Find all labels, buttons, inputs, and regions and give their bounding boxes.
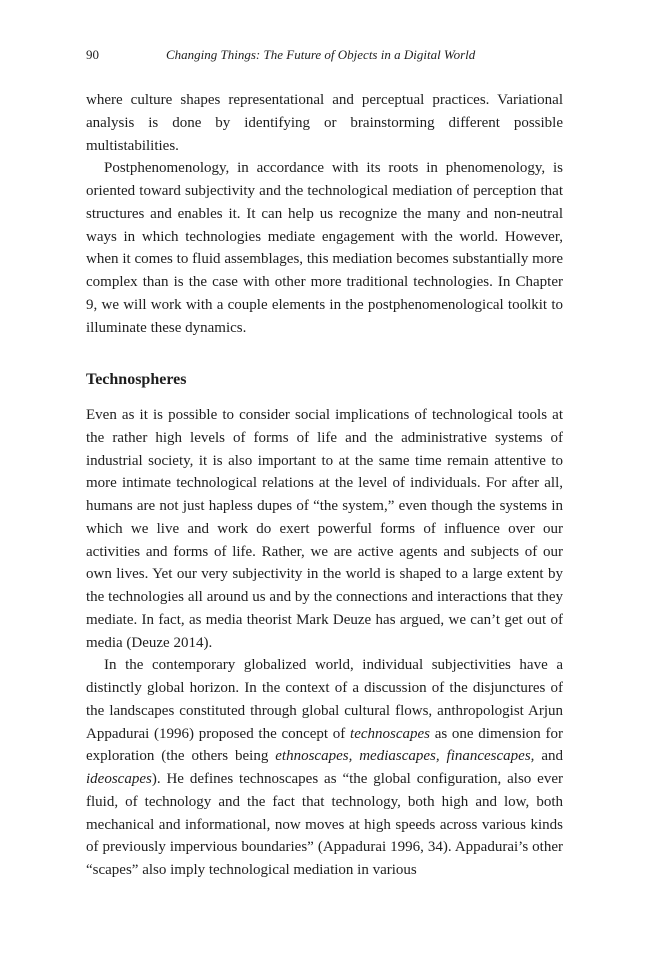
paragraph-text-run: as one dimension for exploration (the others being bbox=[86, 725, 563, 765]
body-text-lower bbox=[86, 404, 563, 882]
paragraph-text-run: ). He defines technoscapes as “the global configuration, also ever fluid, of technology and the fact that technology, both high and low, both mechanical and informational, now moves at high speeds across various kinds of previously impervious boundaries” (Appadurai 1996, 34). Appadurai’s other “scapes” also imply technological mediation in various bbox=[86, 771, 563, 878]
running-title: Changing Things: The Future of Objects in a Digital World bbox=[166, 47, 476, 62]
page-number: 90 bbox=[86, 47, 99, 62]
running-head bbox=[86, 46, 564, 64]
italic-term: technoscapes bbox=[350, 725, 431, 742]
paragraph-technoscapes bbox=[86, 654, 563, 882]
section-heading: Technospheres bbox=[86, 371, 187, 388]
paragraph-text-run: and bbox=[534, 748, 563, 765]
paragraph-text-run: In the contemporary globalized world, individual subjectivities have a distinctly global horizon. In the context of a discussion of the disjunctures of the landscapes constituted through global cultural flows, anthropologist Arjun Appadurai (1996) proposed the concept of bbox=[86, 657, 563, 742]
paragraph-postphenomenology: Postphenomenology, in accordance with its roots in phenomenology, is oriented toward subjectivity and the technological mediation of perception that structures and enables it. It can help us recognize the many and non-neutral ways in which technologies mediate engagement with the world. However, when it comes to fluid assemblages, this mediation becomes substantially more complex than is the case with other more traditional technologies. In Chapter 9, we will work with a couple elements in the postphenomenological toolkit to illuminate these dynamics. bbox=[86, 160, 563, 336]
paragraph-continued: where culture shapes representational and perceptual practices. Variational analysis is done by identifying or brainstorming different possible multistabilities. bbox=[86, 92, 563, 154]
paragraph-technospheres-intro: Even as it is possible to consider social implications of technological tools at the rather high levels of forms of life and the administrative systems of industrial society, it is also important to at the same time remain attentive to more intimate technological relations at the level of individuals. For after all, humans are not just hapless dupes of “the system,” even though the systems in which we live and work do exert powerful forms of influence over our activities and forms of life. Rather, we are active agents and subjects of our own lives. Yet our very subjectivity in the world is shaped to a large extent by the technologies all around us and by the connections and interactions that they mediate. In fact, as media theorist Mark Deuze has argued, we can’t get out of media (Deuze 2014). bbox=[86, 407, 563, 651]
body-text-upper bbox=[86, 89, 563, 339]
italic-term: ethnoscapes, mediascapes, financescapes, bbox=[275, 748, 535, 765]
italic-term: ideoscapes bbox=[86, 771, 152, 787]
